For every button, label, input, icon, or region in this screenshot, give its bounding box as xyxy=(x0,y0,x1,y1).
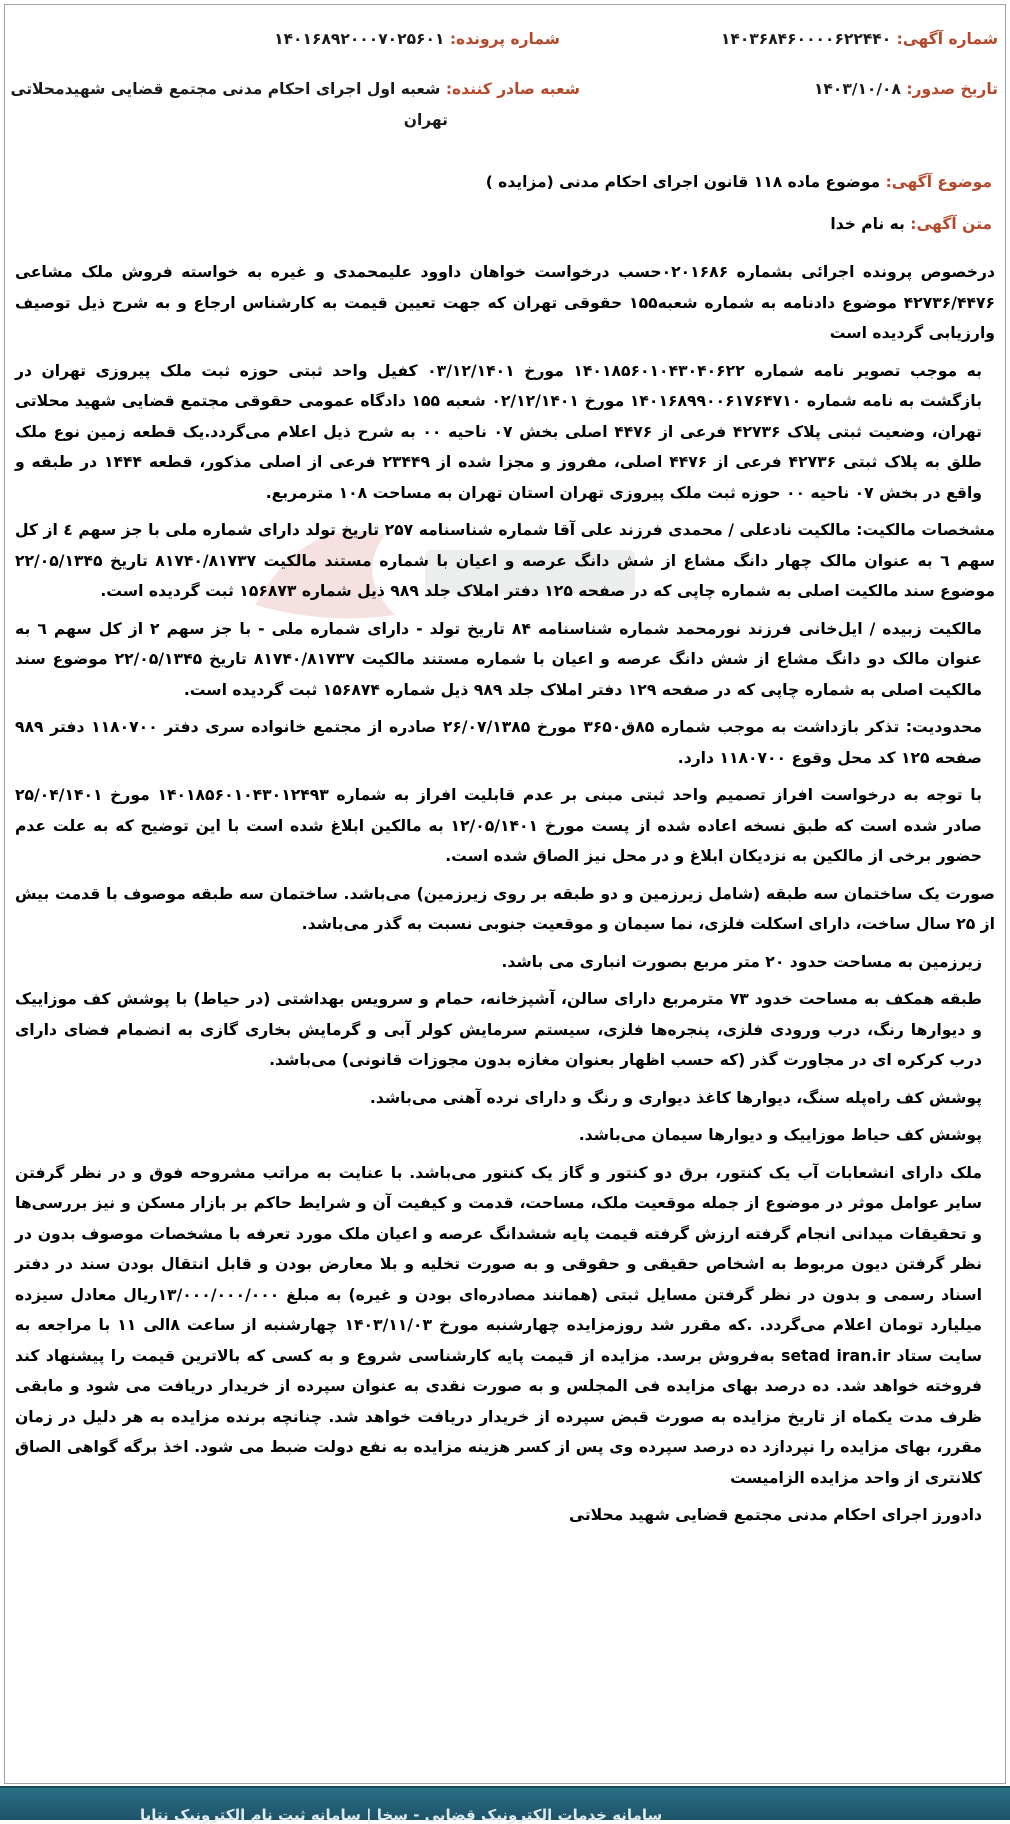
issuer xyxy=(11,80,580,98)
issue-date xyxy=(814,80,998,98)
issuer-label: شعبه صادر کننده: xyxy=(445,80,580,98)
issuer-line2 xyxy=(404,111,448,129)
notice-body xyxy=(15,257,995,1538)
footer-bar xyxy=(0,1786,1010,1824)
paragraph-registration: به موجب تصویر نامه شماره ۱۴۰۱۸۵۶۰۱۰۴۳۰۴۰۶۲۲ مورخ ۰۳/۱۲/۱۴۰۱ کفیل واحد ثبتی حوزه ثبت ملک پیروزی تهران در بازگشت به نامه شماره ۱۴۰۱۶۸۹۹۰۰۶۱۷۶۴۷۱۰ مورخ ۰۲/۱۲/۱۴۰۱ شعبه ۱۵۵ دادگاه عمومی حقوقی مجتمع قضایی شهید محلاتی تهران، وضعیت ثبتی پلاک ۴۲۷۳۶ فرعی از ۴۴۷۶ اصلی بخش ۰۷ ناحیه ۰۰ به شرح ذیل اعلام می‌گردد.یک قطعه زمین نوع ملک طلق به پلاک ثبتی ۴۲۷۳۶ فرعی از ۴۴۷۶ اصلی، مفروز و مجزا شده از ۲۳۴۴۹ فرعی از اصلی مذکور، قطعه ۱۴۴۴ در طبقه و واقع در بخش ۰۷ ناحیه ۰۰ حوزه ثبت ملک پیروزی تهران استان تهران به مساحت ۱۰۸ مترمربع. xyxy=(15,361,983,502)
body-label: متن آگهی: xyxy=(910,215,992,233)
subject-value: موضوع ماده ۱۱۸ قانون اجرای احکام مدنی (مزایده ) xyxy=(485,173,881,191)
paragraph-building: صورت یک ساختمان سه طبقه (شامل زیرزمین و دو طبقه بر روی زیرزمین) می‌باشد. ساختمان سه طبقه موصوف با قدمت بیش از ۲۵ سال ساخت، دارای اسکلت فلزی، نما سیمان و موقعیت جنوبی نسبت به گذر می‌باشد. xyxy=(15,884,995,933)
footer-links[interactable]: سامانه خدمات الکترونیک قضایی - سخا | سامانه ثبت نام الکترونیک نتایا xyxy=(140,1806,663,1824)
issuer-value-line2: تهران xyxy=(403,111,448,129)
paragraph-valuation: ملک دارای انشعابات آب یک کنتور، برق دو کنتور و گاز یک کنتور می‌باشد. با عنایت به مراتب مشروحه فوق و در نظر گرفتن سایر عوامل موثر در موضوع از جمله موقعیت ملک، مساحت، قدمت و کیفیت آن و شرایط حاکم بر بازار مسکن و نیز بررسی‌ها و تحقیقات میدانی انجام گرفته ارزش گرفته قیمت پایه ششدانگ عرصه و اعیان ملک مورد تعرفه با مشخصات موصوف بدون در نظر گرفتن دیون مربوط به اشخاص حقیقی و حقوقی و به صورت تخلیه و بلا معارض بودن و قابل انتقال بودن سند در دفتر اسناد رسمی و بدون در نظر گرفتن مسایل ثبتی (همانند مصادره‌ای بودن و غیره) به مبلغ ۱۳/۰۰۰/۰۰۰/۰۰۰ریال معادل سیزده میلیارد تومان اعلام می‌گردد. .که مقرر شد روزمزایده چهارشنبه مورخ ۱۴۰۳/۱۱/۰۳ چهارشنبه از ساعت ۸الی ۱۱ با مراجعه به سایت ستاد setad iran.ir به‌فروش برسد. مزایده از قیمت پایه کارشناسی شروع و به کسی که بالاترین قیمت را پیشنهاد کند فروخته خواهد شد. ده درصد بهای مزایده فی المجلس و به صورت نقدی به عنوان سپرده از خریدار دریافت می شود و مابقی ظرف مدت یکماه از تاریخ مزایده به صورت قبض سپرده از خریدار دریافت خواهد شد. چنانچه برنده مزایده به هر دلیل در زمان مقرر، بهای مزایده را نپردازد ده درصد سپرده وی پس از کسر هزینه مزایده به نفع دولت ضبط می شود. اخذ برگه گواهی الصاق کلانتری از واحد مزایده الزامیست xyxy=(15,1163,983,1487)
paragraph-restriction: محدودیت: تذکر بازداشت به موجب شماره ۸۵ق۳۶۵۰ مورخ ۲۶/۰۷/۱۳۸۵ صادره از مجتمع خانواده سری دفتر ۱۱۸۰۷۰۰ دفتر ۹۸۹ صفحه ۱۲۵ کد محل وقوع ۱۱۸۰۷۰۰ دارد. xyxy=(15,718,983,767)
paragraph-yard: پوشش کف حیاط موزاییک و دیوارها سیمان می‌باشد. xyxy=(578,1126,982,1144)
paragraph-intro: درخصوص پرونده اجرائی بشماره ۰۲۰۱۶۸۶حسب درخواست خواهان داوود علیمحمدی و غیره به خواسته فروش ملک مشاعی ۴۲۷۳۶/۴۴۷۶ موضوع دادنامه به شماره شعبه۱۵۵ حقوقی تهران که جهت تعیین قیمت به کارشناس ارجاع و به شرح ذیل توصیف وارزیابی گردیده است xyxy=(15,263,996,342)
case-number xyxy=(274,30,560,48)
body-opening: به نام خدا xyxy=(830,215,905,233)
paragraph-basement: زیرزمین به مساحت حدود ۲۰ متر مربع بصورت انباری می باشد. xyxy=(501,952,982,971)
issuer-value-line1: شعبه اول اجرای احکام مدنی مجتمع قضایی شهیدمحلاتی xyxy=(10,80,441,98)
subject-line xyxy=(486,173,992,191)
paragraph-partition: با توجه به درخواست افراز تصمیم واحد ثبتی مبنی بر عدم قابلیت افراز به شماره ۱۴۰۱۸۵۶۰۱۰۴۳۰۱۲۴۹۳ مورخ ۲۵/۰۴/۱۴۰۱ صادر شده است که طبق نسخه اعاده شده از پست مورخ ۱۲/۰۵/۱۴۰۱ به مالکین ابلاغ شده است با این توضیح که به علت عدم حضور برخی از مالکین به نزدیکان ابلاغ و در محل نیز الصاق شده است. xyxy=(15,786,982,865)
ad-number-value: ۱۴۰۳۶۸۴۶۰۰۰۰۶۲۲۴۴۰ xyxy=(720,30,892,48)
subject-label: موضوع آگهی: xyxy=(885,173,992,191)
signature: دادورز اجرای احکام مدنی مجتمع قضایی شهید محلاتی xyxy=(569,1506,982,1524)
case-number-value: ۱۴۰۱۶۸۹۲۰۰۰۷۰۲۵۶۰۱ xyxy=(274,30,445,48)
ad-number-label: شماره آگهی: xyxy=(896,30,998,48)
case-number-label: شماره پرونده: xyxy=(449,30,560,48)
ad-number xyxy=(721,30,998,48)
paragraph-ownership-1: مشخصات مالکیت: مالکیت نادعلی / محمدی فرزند علی آقا شماره شناسنامه ۲۵۷ تاریخ تولد دارای شماره ملی با جز سهم ٤ از کل سهم ٦ به عنوان مالک چهار دانگ مشاع از شش دانگ عرصه و اعیان با شماره مستند مالکیت ۸۱۷۴۰/۸۱۷۳۷ تاریخ ۲۲/۰۵/۱۳۴۵ موضوع سند مالکیت اصلی به شماره چاپی که در صفحه ۱۲۵ دفتر املاک جلد ۹۸۹ ذیل شماره ۱۵۶۸۷۳ ثبت گردیده است. xyxy=(15,521,995,600)
paragraph-stairs: پوشش کف راه‌پله سنگ، دیوارها کاغذ دیواری و رنگ و دارای نرده آهنی می‌باشد. xyxy=(369,1088,982,1107)
issue-date-label: تاریخ صدور: xyxy=(906,80,998,98)
paragraph-ground-floor: طبقه همکف به مساحت خدود ۷۳ مترمربع دارای سالن، آشپزخانه، حمام و سرویس بهداشتی (در حیاط) با پوشش کف موزاییک و دیوارها رنگ، درب ورودی فلزی، پنجره‌ها فلزی، سیستم سرمایش کولر آبی و گرمایش بخاری گازی به انضمام فضای دارای درب کرکره ای در مجاورت گذر (که حسب اظهار بعنوان مغازه بدون مجوزات قانونی) می‌باشد. xyxy=(15,990,982,1069)
body-header-line xyxy=(830,215,992,233)
paragraph-ownership-2: مالکیت زبیده / ایل‌خانی فرزند نورمحمد شماره شناسنامه ۸۴ تاریخ تولد - دارای شماره ملی - با جز سهم ۲ از کل سهم ٦ به عنوان مالک دو دانگ مشاع از شش دانگ عرصه و اعیان با شماره مستند مالکیت ۸۱۷۴۰/۸۱۷۳۷ تاریخ ۲۲/۰۵/۱۳۴۵ موضوع سند مالکیت اصلی به شماره چاپی که در صفحه ۱۲۹ دفتر املاک جلد ۹۸۹ ذیل شماره ۱۵۶۸۷۴ ثبت گردیده است. xyxy=(15,619,983,699)
issue-date-value: ۱۴۰۳/۱۰/۰۸ xyxy=(813,80,901,98)
notice-frame xyxy=(4,4,1006,1784)
